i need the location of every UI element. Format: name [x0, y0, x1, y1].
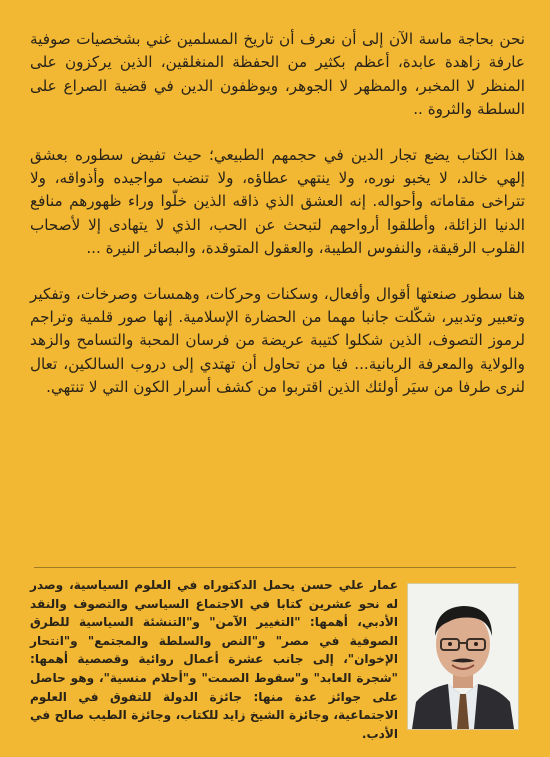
- blurb-paragraph-1: نحن بحاجة ماسة الآن إلى أن نعرف أن تاريخ المسلمين غني بشخصيات صوفية عارفة زاهدة عابدة، أعظم بكثير من الحفظة المنغلقين، الذين يركزون على المنظر لا المخبر، والمظهر لا الجوهر، ويوظفون الدين في قضية الصراع على السلطة والثروة ..: [30, 30, 525, 119]
- author-photo: [407, 583, 519, 730]
- author-portrait-icon: [408, 584, 518, 729]
- author-bio: عمار علي حسن يحمل الدكتوراه في العلوم السياسية، وصدر له نحو عشرين كتابا في الاجتماع السياسي والتصوف والنقد الأدبي، أهمها: "التغيير الآمن" و"التنشئة السياسية للطرق الصوفية في مصر" و"النص والسلطة والمجتمع" و"انتحار الإخوان"، إلى جانب عشرة أعمال روائية وقصصية أهمها: "شجرة العابد" و"سقوط الصمت" و"أحلام منسية"، وهو حاصل على جوائز عدة منها: جائزة الدولة للتفوق في العلوم الاجتماعية، وجائزة الشيخ زايد للكتاب، وجائزة الطيب صالح في الأدب.: [30, 578, 398, 741]
- section-divider: [34, 567, 516, 568]
- blurb-paragraph-2: هذا الكتاب يضع تجار الدين في حجمهم الطبيعي؛ حيث تفيض سطوره بعشق إلهي خالد، لا يخبو نوره، ولا ينتهي عطاؤه، ولا تنضب مواجيده وأذواقه، ولا تتراخى مقاماته وأحواله. إنه العشق الذي ذاقه الذين خلّوا وراء ظهورهم منافع الدنيا الزائلة، وأطلقوا أرواحهم لتبحث عن الحب، الذي لا يتهادى إلا لأصحاب القلوب الرقيقة، والنفوس الطيبة، والعقول المتوقدة، والبصائر النيرة ...: [30, 145, 525, 258]
- blurb-paragraph-3: هنا سطور صنعتها أقوال وأفعال، وسكنات وحركات، وهمسات وصرخات، وتفكير وتعبير وتدبير، شكّلت جانبا مهما من الحضارة الإسلامية. إنها صور قلمية وتراجم لرموز التصوف، الذين شكلوا كتيبة عريضة من فرسان المحبة والتسامح والزهد والولاية والمعرفة الربانية... فيا من تحاول أن تهتدي إلى دروب السالكين، تعال لنرى طرفا من سيَر أولئك الذين اقتربوا من كشف أسرار الكون التي لا تنتهي.: [30, 284, 525, 397]
- blurb-text: [30, 28, 525, 400]
